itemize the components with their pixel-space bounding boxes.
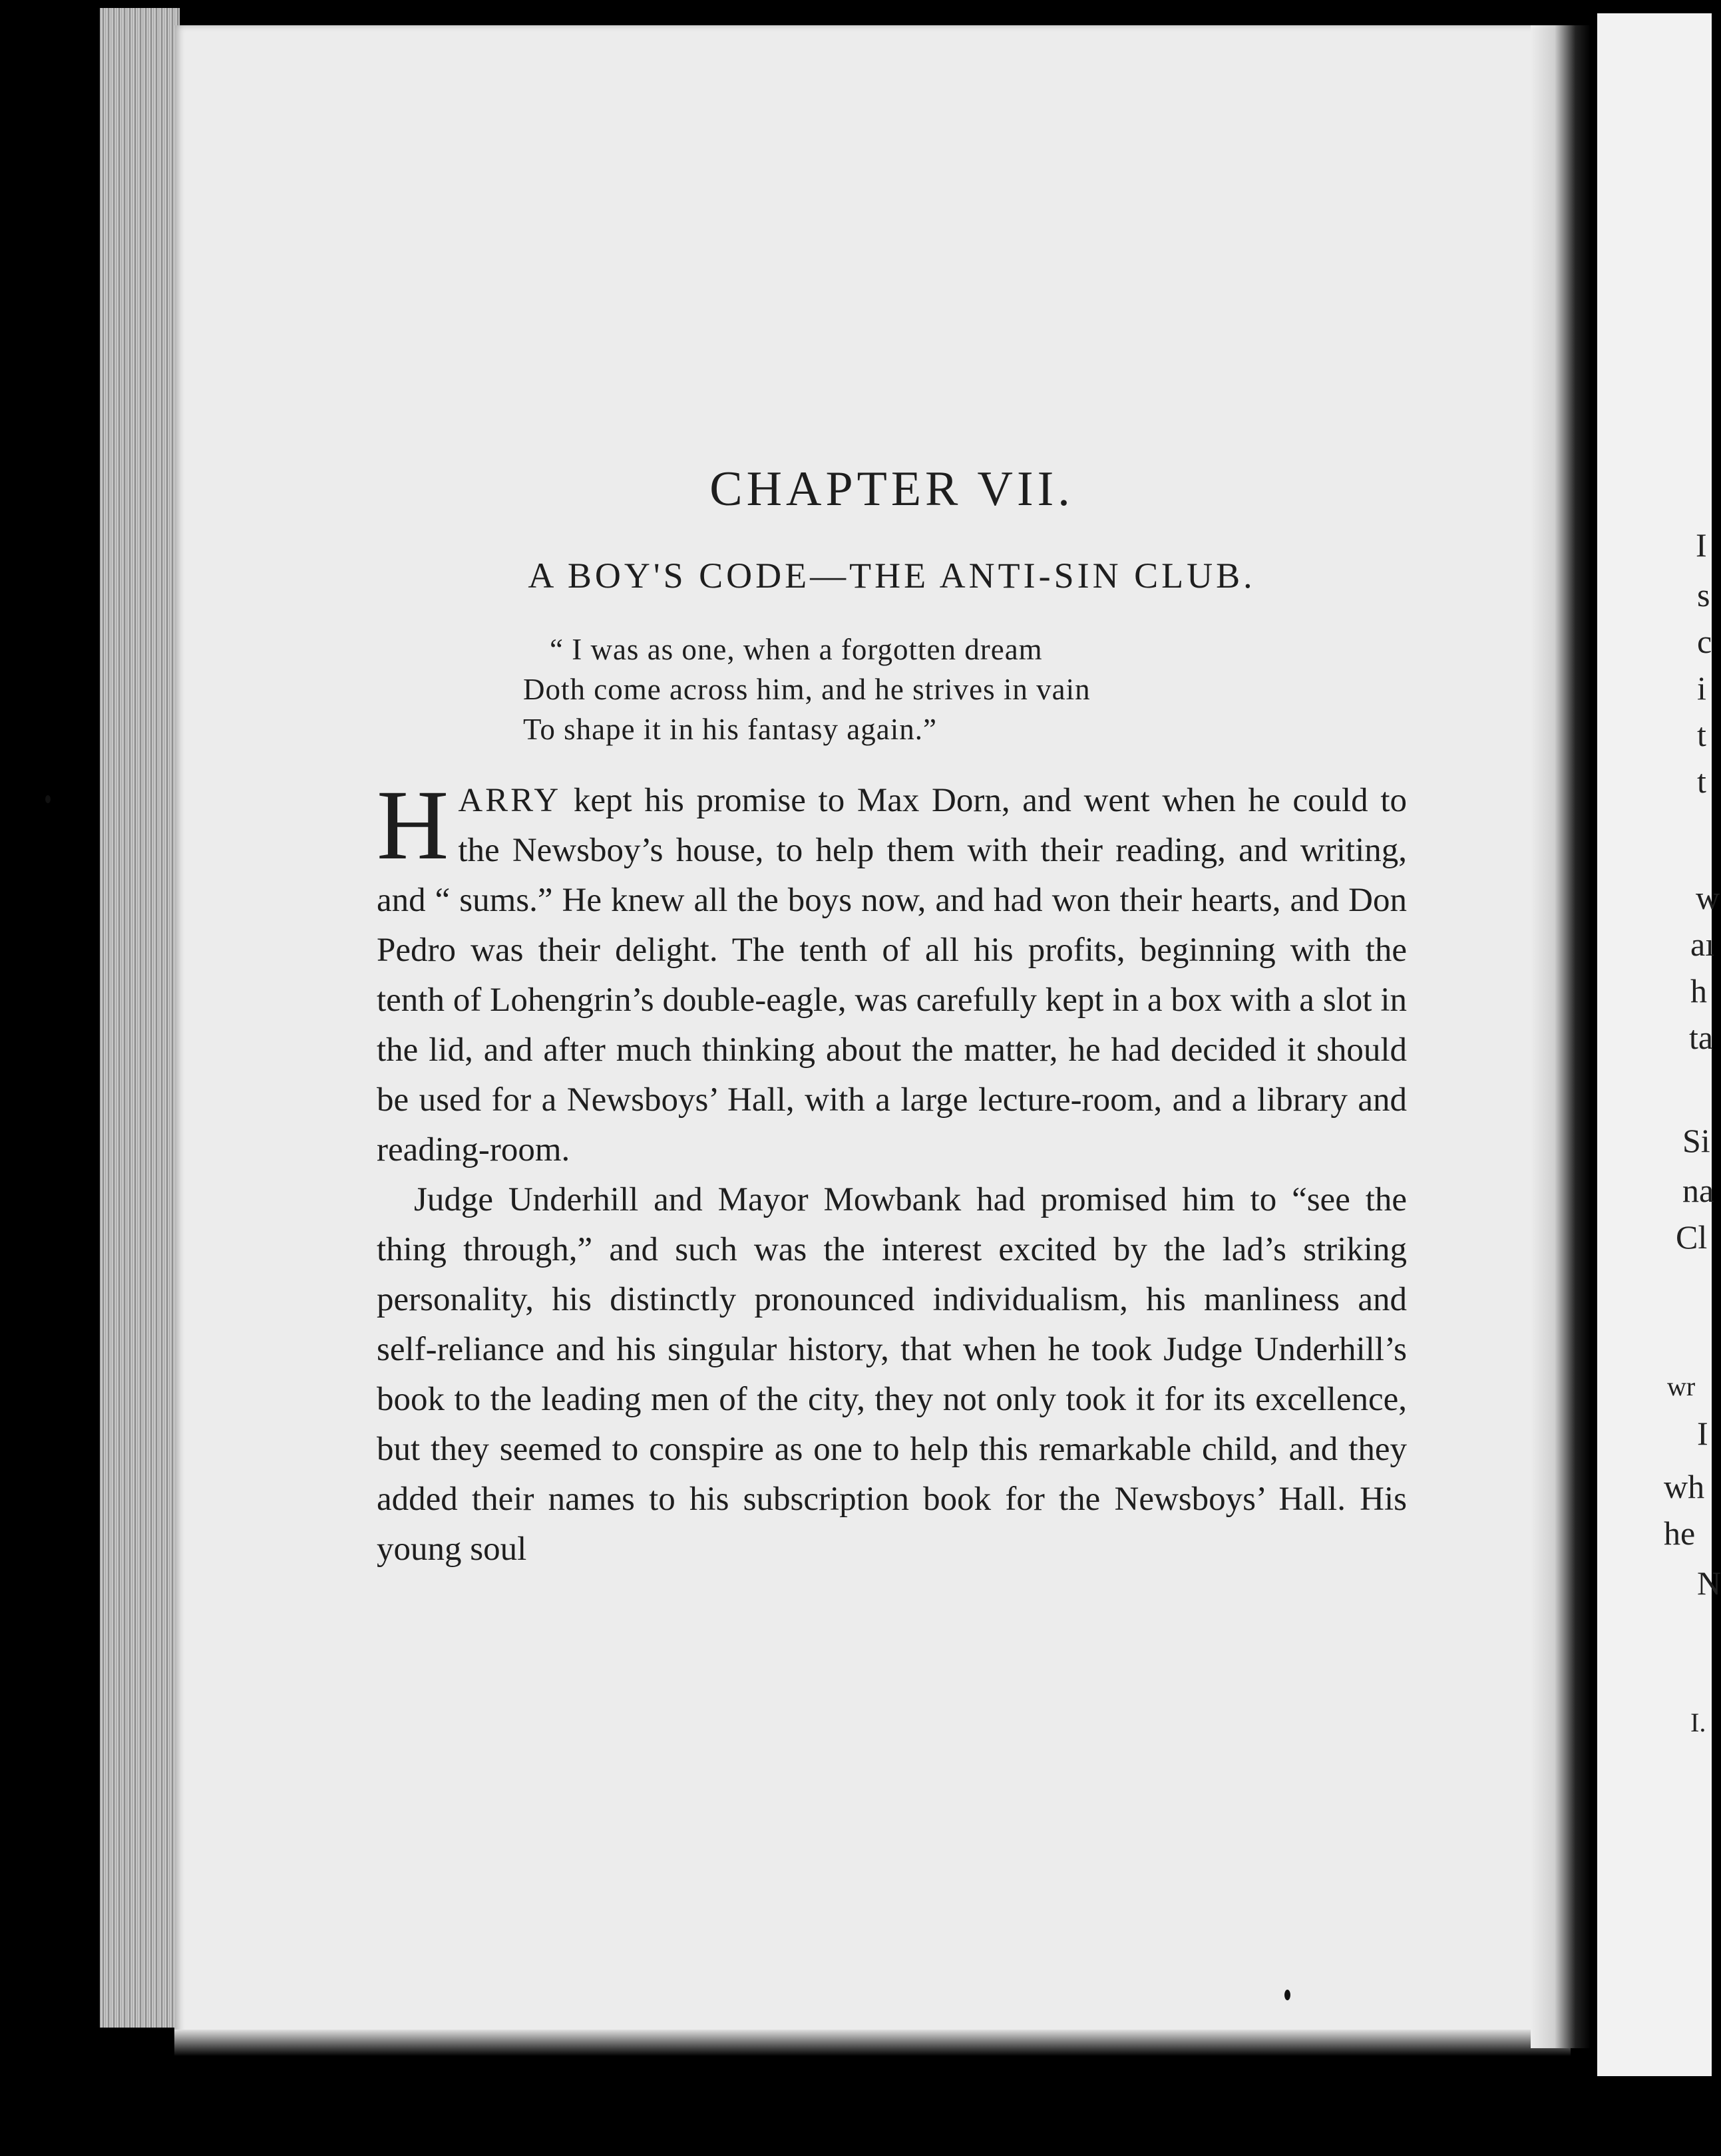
paragraph	[377, 770, 1407, 1175]
facing-fragment: t	[1697, 763, 1706, 800]
epigraph-line: To shape it in his fantasy again.”	[523, 713, 937, 746]
facing-fragment: c	[1697, 623, 1712, 660]
facing-fragment: Si	[1682, 1122, 1710, 1159]
facing-fragment: wh	[1664, 1468, 1705, 1505]
facing-fragment: N	[1697, 1564, 1721, 1602]
page-content	[377, 426, 1407, 1574]
facing-fragment: ta	[1689, 1019, 1714, 1056]
scan-speck	[45, 795, 51, 803]
drop-cap: H	[377, 770, 449, 880]
page-edges-stack	[100, 8, 180, 2028]
epigraph-line: “ I was as one, when a forgotten dream	[550, 633, 1043, 666]
facing-page-fragment	[1597, 13, 1721, 2076]
book-gutter	[1531, 25, 1591, 2048]
chapter-title: CHAPTER VII.	[709, 462, 1074, 516]
facing-fragment: I.	[1690, 1707, 1706, 1737]
facing-fragment: i	[1697, 669, 1706, 707]
chapter-subtitle: A BOY'S CODE—THE ANTI-SIN CLUB.	[528, 556, 1256, 596]
page-bottom-shadow	[174, 2030, 1571, 2056]
facing-fragment: I	[1697, 1415, 1708, 1452]
paragraph: Judge Underhill and Mayor Mowbank had promised him to “see the thing through,” and such was the interest excited by the lad’s striking personality, his distinctly pronounced individualism, his manliness and self-reliance and his singular history, that when he took Judge Underhill’s book to the leading men of the city, they not only took it for its excellence, but they seemed to conspire as one to help this remarkable child, and they added their names to his subscription book for the Newsboys’ Hall. His young soul	[377, 1181, 1407, 1568]
first-word-small-caps: ARRY	[458, 782, 562, 819]
facing-fragment: I	[1696, 526, 1707, 564]
facing-fragment: t	[1697, 716, 1706, 753]
epigraph	[523, 629, 1407, 749]
facing-fragment: w	[1696, 879, 1720, 916]
body-text	[377, 770, 1407, 1574]
paragraph-text: kept his promise to Max Dorn, and went when he could to the Newsboy’s house, to help them with their reading, and writing, and “ sums.” He knew all the boys now, and had won their hearts, and Don Pedro was their delight. The tenth of all his profits, beginning with the tenth of Lohengrin’s double-eagle, was carefully kept in a box with a slot in the lid, and after much thinking about the matter, he had decided it should be used for a Newsboys’ Hall, with a large lecture-room, and a library and reading-room.	[377, 782, 1407, 1168]
facing-fragment: s	[1697, 576, 1710, 614]
facing-fragment: na	[1682, 1172, 1714, 1209]
facing-fragment: he	[1664, 1515, 1696, 1552]
facing-fragment: aı	[1690, 926, 1715, 963]
epigraph-line: Doth come across him, and he strives in vain	[523, 673, 1091, 706]
scan-speck	[1284, 1990, 1290, 2000]
facing-fragment: h	[1690, 972, 1707, 1009]
facing-fragment: wr	[1667, 1371, 1696, 1401]
facing-fragment: Cl	[1676, 1218, 1708, 1256]
